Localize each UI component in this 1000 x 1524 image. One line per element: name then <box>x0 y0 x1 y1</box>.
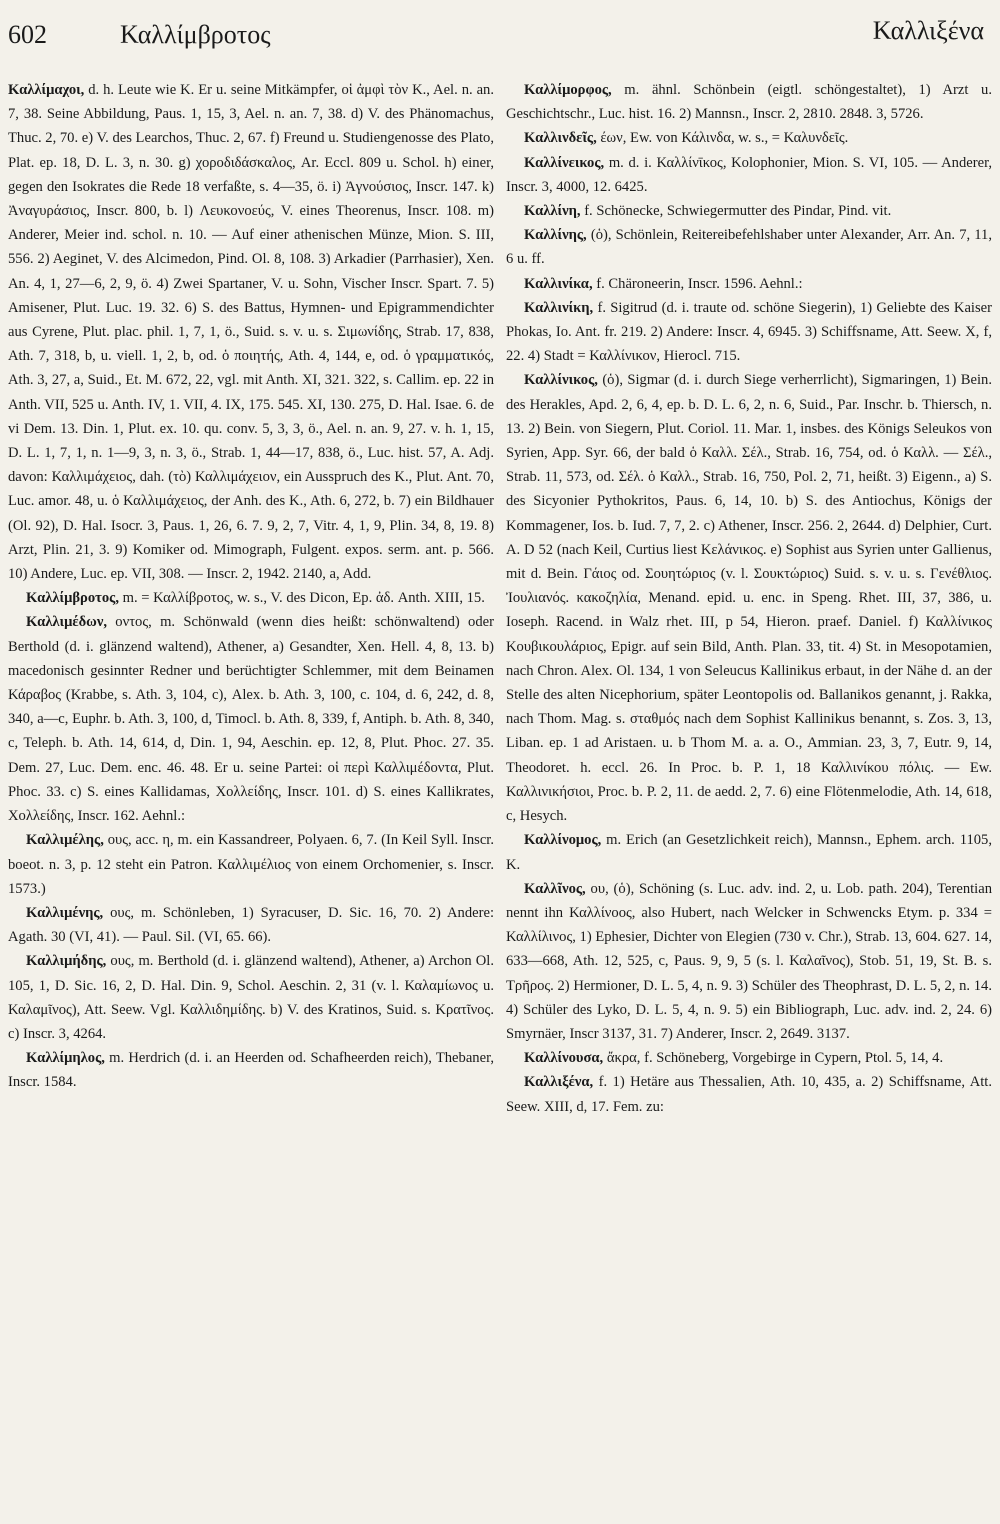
dictionary-entry <box>506 1070 992 1118</box>
entry-text: (ὁ), Sigmar (d. i. durch Siege verherrlicht), Sigmaringen, 1) Bein. des Herakles, Apd. 2, 6, 4, ep. b. D. L. 6, 2, n. 6, Suid., Par. Inschr. b. Thiersch, n. 13. 2) Bein. von Siegern, Plut. Coriol. 11. Mar. 1, insbes. des Königs Seleukos von Syrien, App. Syr. 66, der bald ὁ Καλλ. Σέλ., Strab. 16, 754, od. ὁ Καλλ. — Σέλ., Strab. 11, 573, od. Σέλ. ὁ Καλλ., Strab. 16, 750, Pol. 2, 71, heißt. 3) Eigenn., a) S. des Sicyonier Pythokritos, Paus. 6, 14, 10. b) S. des Antiochus, Königs der Kommagener, Ios. b. Iud. 7, 7, 2. c) Athener, Inscr. 256. 2, 2644. d) Delphier, Curt. A. D 52 (nach Keil, Curtius liest Κελάνικος. e) Sophist aus Syrien unter Gallienus, mit d. Bein. Γάιος od. Σουητώριος (v. l. Σουκτώριος) Suid. s. v. u. s. Γενέθλιος. Ἰουλιανός. κακοζηλία, Menand. epid. u. enc. in Speng. Rhet. III, 37, 386, u. Ioseph. Racend. in Walz rhet. III, p 54, Hieron. praef. Daniel. f) Καλλίνικος Κουβικουλάριος, Epigr. auf sein Bild, Anth. Plan. 33, tit. 4) St. in Mesopotamien, nach Chron. Alex. Ol. 134, 1 von Seleucus Kallinikus erbaut, in der Nähe d. an der Stelle des alten Nicephorium, später Leontopolis od. Ballanikos genannt, j. Rakka, nach Thom. Mag. s. σταθμός nach dem Sophist Kallinikus benannt, s. Zos. 3, 13, Liban. ep. 1 ad Aristaen. u. b Thom M. a. a. O., Ammian. 23, 3, 7, Eutr. 9, 14, Theodoret. h. eccl. 26. In Proc. b. P. 1, 18 Καλλινίκου πόλις. — Ew. Καλλινικήσιοι, Proc. b. P. 2, 11. de aedd. 2, 7. 6) eine Flötenmelodie, Ath. 14, 618, c, Hesych. <box>506 372 992 825</box>
entry-text: (ὁ), Schönlein, Reitereibefehlshaber unter Alexander, Arr. An. 7, 11, 6 u. ff. <box>506 227 992 268</box>
entry-headword: Καλλινίκα, <box>524 275 593 292</box>
dictionary-entry <box>506 126 992 150</box>
entry-text: d. h. Leute wie K. Er u. seine Mitkämpfer, οἱ ἀμφὶ τὸν K., Ael. n. an. 7, 38. Seine Abbildung, Paus. 1, 15, 3, Ael. n. an. 7, 38. d) V. des Phänomachus, Thuc. 2, 70. e) V. des Learchos, Thuc. 2, 67. f) Freund u. Studiengenosse des Plato, Plat. ep. 18, D. L. 3, n. 30. g) χοροδιδάσκαλος, Ar. Eccl. 809 u. Schol. h) einer, gegen den Isokrates die Rede 18 verfaßte, s. 4—35, ö. i) Ἀγνούσιος, Inscr. 147. k) Ἀναγυράσιος, Inscr. 800, b. l) Λευκονοεύς, V. eines Theorenus, Inscr. 108. m) Anderer, Meier ind. schol. n. 10. — Auf einer athenischen Münze, Mion. S. III, 556. 2) Aeginet, V. des Alcimedon, Pind. Ol. 8, 108. 3) Arkadier (Parrhasier), Xen. An. 4, 1, 27—6, 2, 9, ö. 4) Zwei Spartaner, V. u. Sohn, Vischer Inscr. Spart. 7. 5) Amisener, Plut. Luc. 19. 32. 6) S. des Battus, Hymnen- und Epigrammendichter aus Cyrene, Plut. plac. phil. 1, 7, 1, ö., Suid. s. v. u. s. Σιμωνίδης, Strab. 17, 838, Ath. 7, 318, b, u. viell. 1, 2, b, od. ὁ ποιητής, Ath. 4, 144, e, od. ὁ γραμματικός, Ath. 3, 27, a, Suid., Et. M. 672, 22, vgl. mit Anth. XI, 321. 322, s. Callim. ep. 22 in Anth. VII, 525 u. Anth. IV, 1. VII, 4. IX, 175. 545. XI, 130. 275, D. Hal. Isae. 6. de vi Dem. 13. Din. 1, Plut. ex. 10. qu. conv. 5, 3, 3, ö., Ael. n. an. 9, 27. v. h. 1, 15, D. L. 1, 7, 1, n. 1—9, 3, n. 3, ö., Strab. 1, 44—17, 838, ö., Luc. hist. 57, A. Adj. davon: Καλλιμάχειος, dah. (τὸ) Καλλιμάχειον, ein Ausspruch des K., Plut. Ant. 70, Luc. amor. 48, u. ὁ Καλλιμάχειος, der Anh. des K., Ath. 6, 272, b. 7) ein Bildhauer (Ol. 92), D. Hal. Isocr. 3, Paus. 1, 26, 6. 7. 9, 2, 7, Vitr. 4, 1, 9, Plin. 34, 8, 19. 8) Arzt, Plin. 21, 3. 9) Komiker od. Mimograph, Fulgent. expos. serm. ant. p. 566. 10) Andere, Luc. ep. VII, 308. — Inscr. 2, 1942. 2140, a, Add. <box>8 82 494 583</box>
dictionary-entry <box>8 901 494 949</box>
entry-headword: Καλλιμέλης, <box>26 832 104 849</box>
dictionary-entry <box>8 586 494 610</box>
entry-headword: Καλλίμορφος, <box>524 82 612 98</box>
entry-text: m. ähnl. Schönbein (eigtl. schöngestaltet), 1) Arzt u. Geschichtschr., Luc. hist. 16. 2) Mannsn., Inscr. 2, 2810. 2848. 3, 5726. <box>506 82 992 123</box>
entry-text: f. Sigitrud (d. i. traute od. schöne Siegerin), 1) Geliebte des Kaiser Phokas, Io. Ant. fr. 219. 2) Andere: Inscr. 4, 6945. 3) Schiffsname, Att. Seew. X, f, 22. 4) Stadt = Καλλίνικον, Hierocl. 715. <box>506 299 992 365</box>
right-column <box>506 78 992 1119</box>
entry-headword: Καλλιμήδης, <box>26 953 107 970</box>
dictionary-entry <box>506 1046 992 1070</box>
entry-text: ους, m. Schönleben, 1) Syracuser, D. Sic. 16, 70. 2) Andere: Agath. 30 (VI, 41). — Paul. Sil. (VI, 65. 66). <box>8 904 494 946</box>
entry-text: m. Erich (an Gesetzlichkeit reich), Mannsn., Ephem. arch. 1105, K. <box>506 832 992 873</box>
page-header <box>8 14 992 64</box>
entry-headword: Καλλίμαχοι, <box>8 82 85 98</box>
entry-headword: Καλλινδεῖς, <box>524 130 597 147</box>
left-column <box>8 78 494 1095</box>
dictionary-entry <box>506 296 992 369</box>
entry-text: ου, (ὁ), Schöning (s. Luc. adv. ind. 2, u. Lob. path. 204), Terentian nennt ihn Καλλίνοος, also Hubert, nach Welcker in Schwencks Etym. p. 334 = Καλλίλινος, 1) Ephesier, Dichter von Elegien (730 v. Chr.), Strab. 13, 604. 627. 14, 633—668, Ath. 12, 525, c, Paus. 9, 9, 5 (s. l. Καλαῖνος), Stob. 51, 19, St. B. s. Τρῆρος. 2) Hermioner, D. L. 5, 4, n. 9. 3) Schüler des Theophrast, D. L. 5, 2, n. 14. 4) Schüler des Lyko, D. L. 5, 4, n. 9. 5) ein Bibliograph, Luc. adv. ind. 2, 24. 6) Smyrnäer, Inscr 3137, 31. 7) Anderer, Inscr. 2, 2649. 3137. <box>506 880 992 1042</box>
left-running-headword: Καλλίμβροτος <box>120 20 271 49</box>
dictionary-entry <box>8 1046 494 1094</box>
entry-text: m. Herdrich (d. i. an Heerden od. Schafheerden reich), Thebaner, Inscr. 1584. <box>8 1050 494 1091</box>
dictionary-entry <box>8 949 494 1046</box>
entry-text: έων, Ew. von Κάλινδα, w. s., = Καλυνδεῖς. <box>596 130 849 147</box>
dictionary-entry <box>506 272 992 296</box>
entry-headword: Καλλινίκη, <box>524 299 594 316</box>
right-running-headword: Καλλιξένα <box>872 16 984 45</box>
dictionary-entry <box>8 610 494 828</box>
entry-headword: Καλλίνουσα, <box>524 1050 604 1067</box>
entry-text: ους, m. Berthold (d. i. glänzend waltend), Athener, a) Archon Ol. 105, 1, D. Sic. 16, 2, D. Hal. Din. 9, Schol. Aeschin. 2, 31 (v. l. Καλαμίωνος u. Καλαμῖνος), Att. Seew. Vgl. Καλλιδημίδης. b) V. des Kratinos, Suid. s. Κρατῖνος. c) Inscr. 3, 4264. <box>8 953 494 1042</box>
entry-headword: Καλλιξένα, <box>524 1074 594 1091</box>
entry-text: f. Schönecke, Schwiegermutter des Pindar, Pind. vit. <box>580 203 892 220</box>
dictionary-entry <box>506 368 992 828</box>
dictionary-entry <box>506 199 992 223</box>
entry-headword: Καλλίνικος, <box>524 372 598 389</box>
entry-headword: Καλλίμβροτος, <box>26 590 119 607</box>
dictionary-entry <box>506 828 992 876</box>
dictionary-entry <box>8 78 494 586</box>
entry-text: f. 1) Hetäre aus Thessalien, Ath. 10, 435, a. 2) Schiffsname, Att. Seew. XIII, d, 17. Fem. zu: <box>506 1074 992 1115</box>
dictionary-entry <box>506 877 992 1046</box>
entry-headword: Καλλίνομος, <box>524 832 602 849</box>
entry-headword: Καλλίνη, <box>524 203 581 220</box>
dictionary-entry <box>8 828 494 901</box>
entry-headword: Καλλίνεικος, <box>524 154 605 171</box>
entry-headword: Καλλιμέδων, <box>26 614 107 631</box>
entry-text: ους, acc. η, m. ein Kassandreer, Polyaen. 6, 7. (In Keil Syll. Inscr. boeot. n. 3, p. 12 steht ein Patron. Καλλιμέλιος von einem Orchomenier, s. Inscr. 1573.) <box>8 832 494 897</box>
entry-headword: Καλλίνης, <box>524 227 587 244</box>
page-number: 602 <box>8 20 47 49</box>
dictionary-entry <box>506 78 992 126</box>
entry-text: f. Chäroneerin, Inscr. 1596. Aehnl.: <box>592 275 803 292</box>
entry-headword: Καλλίμηλος, <box>26 1050 105 1067</box>
entry-text: οντος, m. Schönwald (wenn dies heißt: schönwaltend) oder Berthold (d. i. glänzend waltend), Athener, a) Gesandter, Xen. Hell. 4, 8, 13. b) macedonisch gesinnter Redner und berüchtigter Schlemmer, mit dem Beinamen Κάραβος (Krabbe, s. Ath. 3, 104, c), Alex. b. Ath. 3, 100, c. 104, d. 6, 242, d. 8, 340, a—c, Euphr. b. Ath. 3, 100, d, Timocl. b. Ath. 8, 339, f, Antiph. b. Ath. 8, 340, c, Teleph. b. Ath. 14, 614, d, Din. 1, 94, Aeschin. ep. 12, 8, Plut. Phoc. 27. 35. Dem. 27, Luc. Dem. enc. 46. 48. Er u. seine Partei: οἱ περὶ Καλλιμέδοντα, Plut. Phoc. 33. c) S. eines Kallidamas, Χολλείδης, Inscr. 101. d) S. eines Kallikrates, Χολλείδης, Inscr. 162. Aehnl.: <box>8 614 494 825</box>
entry-text: ἄκρα, f. Schöneberg, Vorgebirge in Cypern, Ptol. 5, 14, 4. <box>603 1050 944 1067</box>
entry-text: m. = Καλλίβροτος, w. s., V. des Dicon, Ep. ἀδ. Anth. XIII, 15. <box>118 590 485 607</box>
entry-text: m. d. i. Καλλίνῑκος, Kolophonier, Mion. S. VI, 105. — Anderer, Inscr. 3, 4000, 12. 6425. <box>506 154 992 195</box>
dictionary-entry <box>506 223 992 271</box>
entry-headword: Καλλῖνος, <box>524 880 586 897</box>
dictionary-entry <box>506 151 992 199</box>
entry-headword: Καλλιμένης, <box>26 904 104 921</box>
